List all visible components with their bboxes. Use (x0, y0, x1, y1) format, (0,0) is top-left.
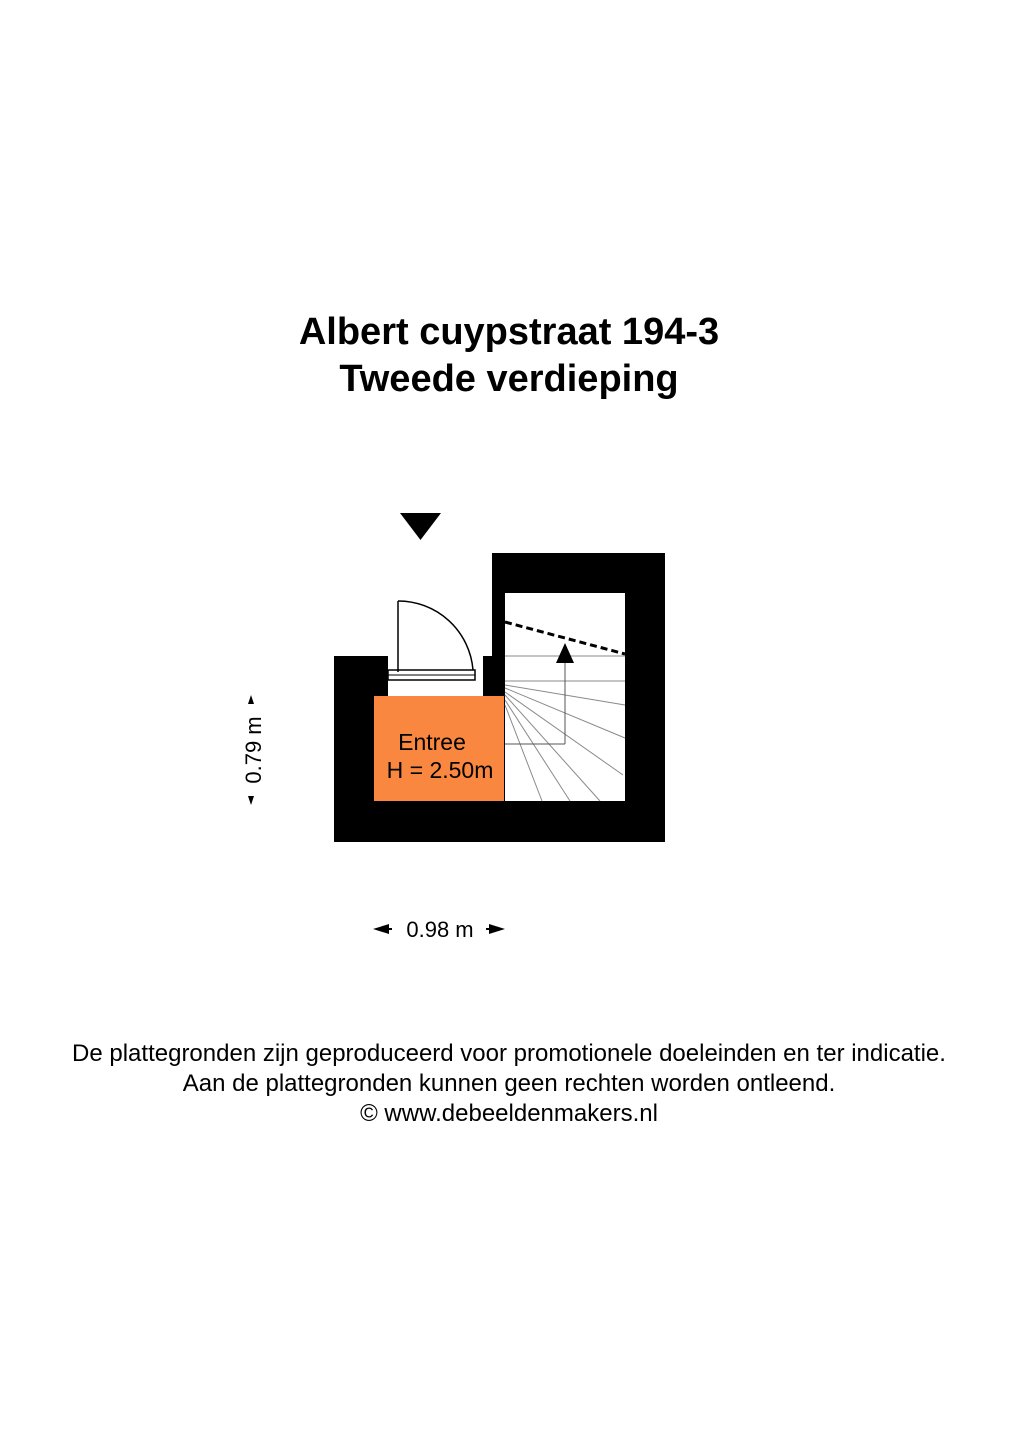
width-dimension-label: 0.98 m (406, 917, 474, 942)
page-title-floor: Tweede verdieping (339, 358, 679, 400)
width-dimension (373, 917, 505, 942)
page-title-address: Albert cuypstraat 194-3 (298, 311, 720, 353)
arrow-up-icon (248, 695, 254, 704)
copyright-line: © www.debeeldenmakers.nl (360, 1100, 658, 1127)
disclaimer-line-2: Aan de plattegronden kunnen geen rechten worden ontleend. (182, 1070, 836, 1097)
depth-dimension-label: 0.79 m (241, 716, 266, 784)
room-entree-height: H = 2.50m (386, 757, 494, 783)
door (388, 601, 475, 680)
disclaimer-line-1: De plattegronden zijn geproduceerd voor promotionele doeleinden en ter indicatie. (72, 1040, 946, 1067)
entrance-triangle-icon (400, 513, 441, 540)
depth-dimension (241, 695, 266, 805)
door-gap (388, 680, 483, 696)
arrow-down-icon (248, 796, 254, 805)
room-entree-label: Entree (398, 729, 466, 755)
